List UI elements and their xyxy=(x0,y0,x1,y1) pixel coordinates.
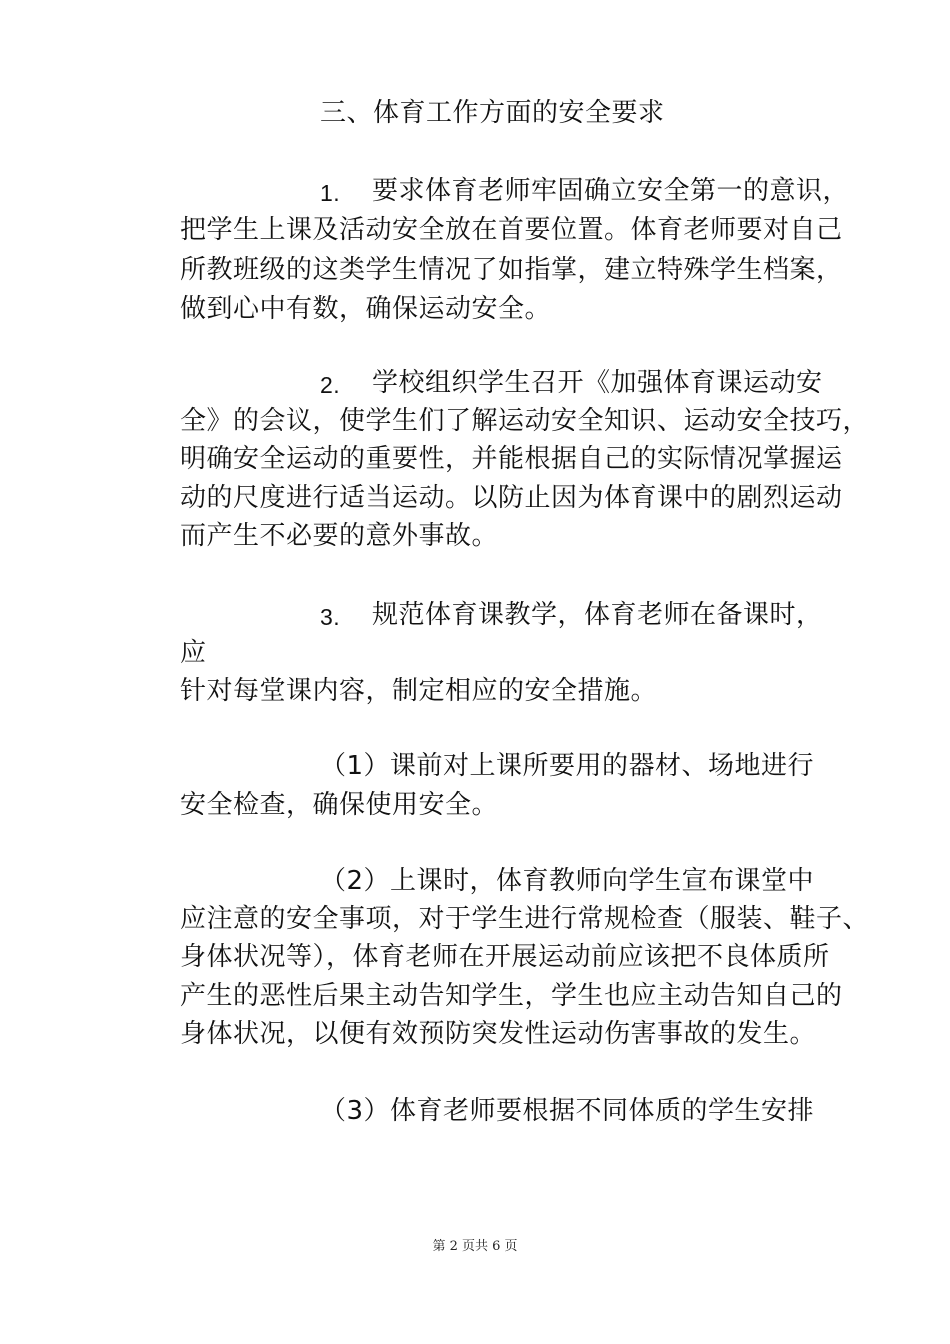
paragraph-line: 安全检查，确保使用安全。 xyxy=(180,790,499,820)
paragraph-line: 把学生上课及活动安全放在首要位置。体育老师要对自己 xyxy=(180,215,843,245)
item-number: 3. xyxy=(320,604,341,630)
section-heading: 三、体育工作方面的安全要求 xyxy=(320,98,665,128)
subitem-line: （2）上课时，体育教师向学生宣布课堂中 xyxy=(320,866,815,896)
paragraph-line: 学校组织学生召开《加强体育课运动安 xyxy=(372,368,823,398)
subitem-line: （3）体育老师要根据不同体质的学生安排 xyxy=(320,1096,815,1126)
paragraph-line: 明确安全运动的重要性，并能根据自己的实际情况掌握运 xyxy=(180,444,843,474)
paragraph-line: 而产生不必要的意外事故。 xyxy=(180,521,499,551)
paragraph-line: 所教班级的这类学生情况了如指掌，建立特殊学生档案， xyxy=(180,255,843,285)
subitem-line: （1）课前对上课所要用的器材、场地进行 xyxy=(320,751,815,781)
paragraph-line: 应 xyxy=(180,638,207,668)
page-footer: 第 2 页共 6 页 xyxy=(432,1239,518,1254)
item-number: 1. xyxy=(320,180,341,206)
paragraph-line: 做到心中有数，确保运动安全。 xyxy=(180,294,552,324)
paragraph-line: 动的尺度进行适当运动。以防止因为体育课中的剧烈运动 xyxy=(180,483,843,513)
paragraph-line: 产生的恶性后果主动告知学生，学生也应主动告知自己的 xyxy=(180,981,843,1011)
paragraph-line: 全》的会议，使学生们了解运动安全知识、运动安全技巧， xyxy=(180,406,870,436)
paragraph-line: 身体状况，以便有效预防突发性运动伤害事故的发生。 xyxy=(180,1019,817,1049)
paragraph-line: 针对每堂课内容，制定相应的安全措施。 xyxy=(180,676,658,706)
item-number: 2. xyxy=(320,372,341,398)
paragraph-line: 身体状况等），体育老师在开展运动前应该把不良体质所 xyxy=(180,942,830,972)
paragraph-line: 要求体育老师牢固确立安全第一的意识， xyxy=(372,176,850,206)
paragraph-line: 规范体育课教学，体育老师在备课时， xyxy=(372,600,823,630)
paragraph-line: 应注意的安全事项，对于学生进行常规检查（服装、鞋子、 xyxy=(180,904,870,934)
